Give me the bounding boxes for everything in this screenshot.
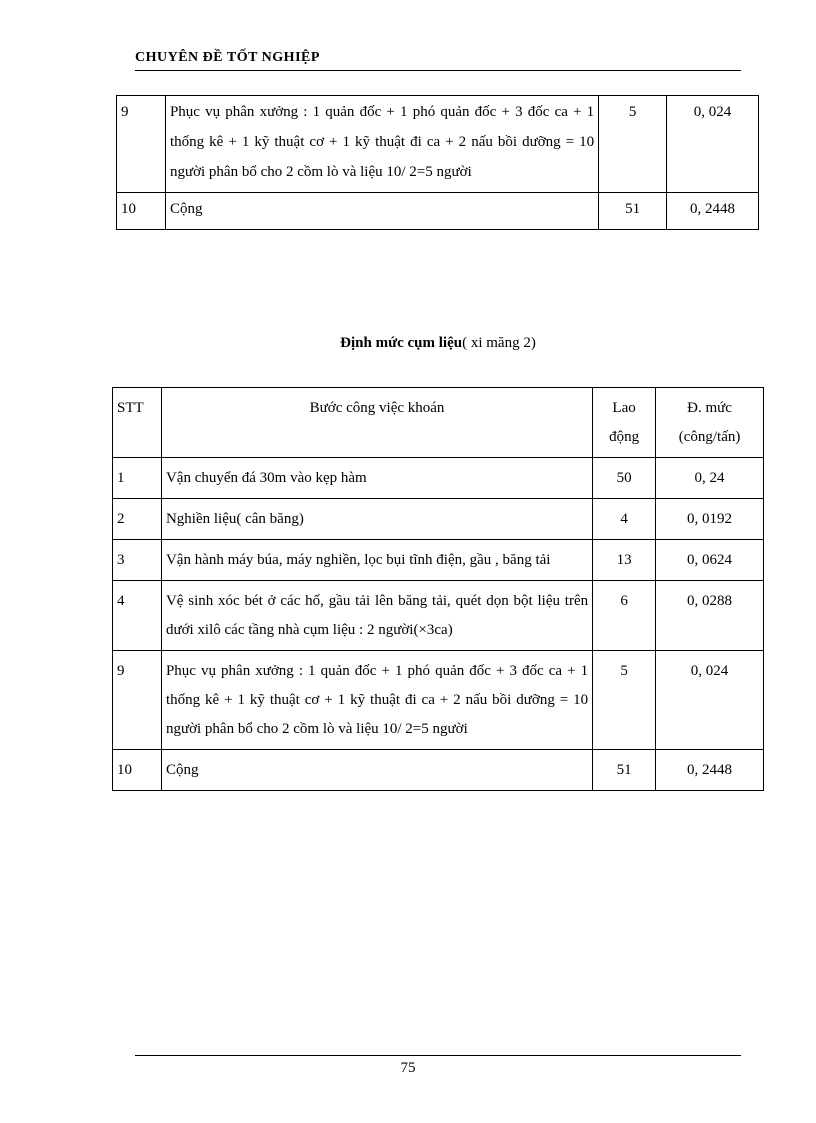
table-row: [113, 499, 764, 540]
cell-stt: 2: [113, 499, 162, 540]
document-header-title: CHUYÊN ĐỀ TỐT NGHIỆP: [135, 50, 320, 65]
header-muc: Đ. mức (công/tấn): [656, 388, 764, 458]
cell-muc: 0, 0192: [656, 499, 764, 540]
header-desc: Bước công việc khoán: [161, 388, 592, 458]
cell-desc: Vận chuyển đá 30m vào kẹp hàm: [161, 458, 592, 499]
cell-desc: Cộng: [161, 750, 592, 791]
cell-lao-dong: 51: [593, 750, 656, 791]
table-row: [113, 651, 764, 750]
table-row: [113, 458, 764, 499]
cell-muc: 0, 2448: [667, 193, 759, 230]
table-row: [117, 193, 759, 230]
section-title-normal: ( xi măng 2): [462, 335, 536, 351]
cell-lao-dong: 51: [599, 193, 667, 230]
section-title-bold: Định mức cụm liệu: [340, 335, 463, 351]
cell-lao-dong: 4: [593, 499, 656, 540]
cell-lao-dong: 13: [593, 540, 656, 581]
cell-stt: 9: [117, 96, 166, 193]
cell-muc: 0, 0624: [656, 540, 764, 581]
cell-lao-dong: 5: [599, 96, 667, 193]
cell-stt: 4: [113, 581, 162, 651]
continued-table: [116, 95, 759, 230]
cell-desc: Nghiền liệu( cân băng): [161, 499, 592, 540]
cell-desc: Phục vụ phân xưởng : 1 quản đốc + 1 phó quản đốc + 3 đốc ca + 1 thống kê + 1 kỹ thuật cơ + 1 kỹ thuật đi ca + 2 nấu bồi dưỡng = 10 người phân bổ cho 2 cồm lò và liệu 10/ 2=5 người: [165, 96, 598, 193]
cell-muc: 0, 0288: [656, 581, 764, 651]
cell-lao-dong: 5: [593, 651, 656, 750]
header-lao-dong: Lao động: [593, 388, 656, 458]
section-title: [112, 335, 764, 352]
cell-lao-dong: 6: [593, 581, 656, 651]
table-header-row: [113, 388, 764, 458]
cell-muc: 0, 2448: [656, 750, 764, 791]
table-row: [113, 581, 764, 651]
footer-divider: [135, 1055, 741, 1056]
cell-desc: Cộng: [165, 193, 598, 230]
cell-muc: 0, 024: [667, 96, 759, 193]
table-row: [117, 96, 759, 193]
cell-desc: Vệ sinh xóc bét ở các hố, gầu tải lên băng tải, quét dọn bột liệu trên dưới xilô các tầng nhà cụm liệu : 2 người(×3ca): [161, 581, 592, 651]
cell-stt: 9: [113, 651, 162, 750]
cell-muc: 0, 24: [656, 458, 764, 499]
table-row: [113, 540, 764, 581]
cell-stt: 1: [113, 458, 162, 499]
cell-stt: 10: [113, 750, 162, 791]
cell-stt: 3: [113, 540, 162, 581]
cell-desc: Vận hành máy búa, máy nghiền, lọc bụi tĩnh điện, gầu , băng tải: [161, 540, 592, 581]
cell-lao-dong: 50: [593, 458, 656, 499]
quota-table: [112, 387, 764, 791]
cell-desc: Phục vụ phân xưởng : 1 quản đốc + 1 phó quản đốc + 3 đốc ca + 1 thống kê + 1 kỹ thuật cơ + 1 kỹ thuật đi ca + 2 nấu bồi dưỡng = 10 người phân bổ cho 2 cồm lò và liệu 10/ 2=5 người: [161, 651, 592, 750]
header-stt: STT: [113, 388, 162, 458]
cell-muc: 0, 024: [656, 651, 764, 750]
page-number: 75: [400, 1060, 416, 1076]
cell-stt: 10: [117, 193, 166, 230]
table-row: [113, 750, 764, 791]
header-divider: [135, 70, 741, 71]
